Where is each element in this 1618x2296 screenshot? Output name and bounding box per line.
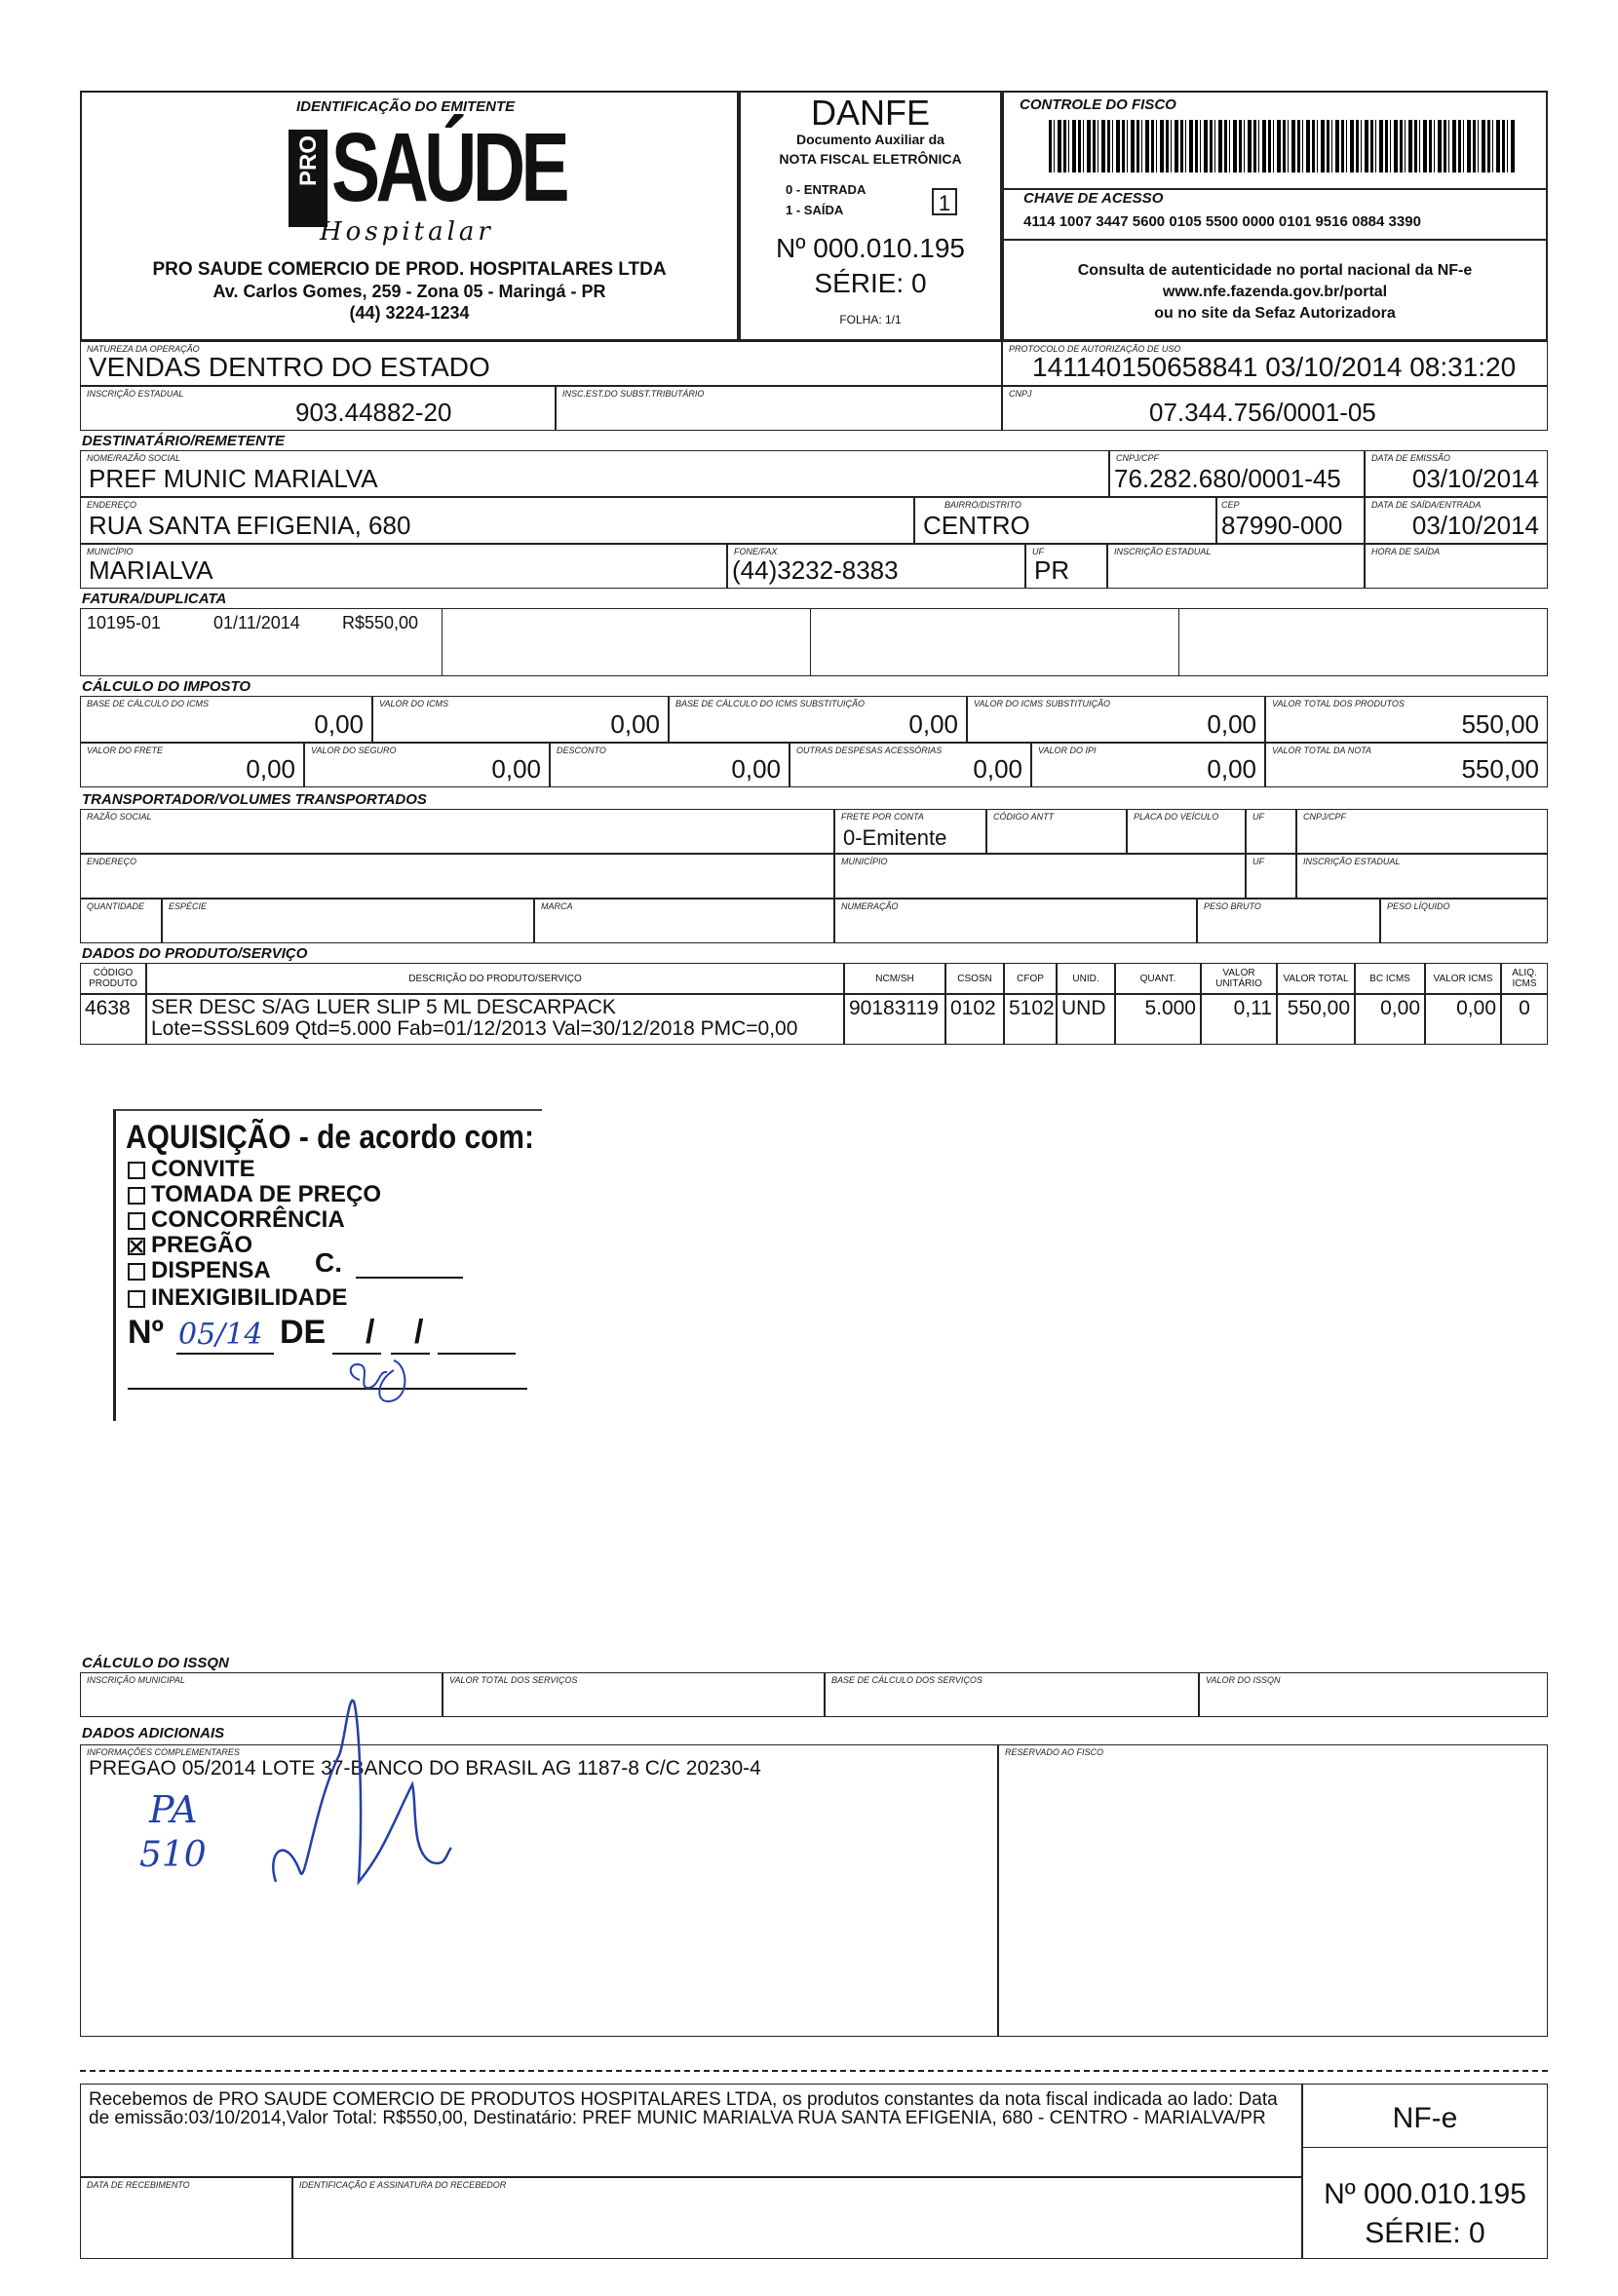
col-header-bc: BC ICMS (1355, 963, 1425, 994)
adicionais-reservado-cell (998, 1744, 1548, 2037)
transp-placa-cell (1127, 809, 1246, 854)
col-header-unitario: VALOR UNITÁRIO (1201, 963, 1277, 994)
consulta-line-3: ou no site da Sefaz Autorizadora (1154, 305, 1396, 322)
dest-cep-label: CEP (1221, 500, 1240, 510)
transp-frete-value: 0-Emitente (843, 825, 947, 850)
checkbox-inexigibilidade[interactable] (128, 1290, 145, 1308)
col-header-aliq: ALIQ. ICMS (1501, 963, 1548, 994)
prod-ncm: 90183119 (844, 994, 945, 1045)
imposto-label: VALOR DO ICMS (379, 699, 449, 708)
stamp-c-line (356, 1277, 463, 1279)
stamp-signature-line (128, 1388, 527, 1390)
dest-endereco-cell (80, 497, 914, 544)
ie-label: INSCRIÇÃO ESTADUAL (87, 389, 184, 399)
imposto-value: 550,00 (1461, 754, 1539, 784)
imposto-label: BASE DE CÁLCULO DO ICMS SUBSTITUIÇÃO (675, 699, 866, 708)
company-logo (289, 113, 566, 249)
imposto-row1-3 (967, 696, 1265, 743)
transp-uf2-cell (1246, 854, 1296, 899)
canhoto-data-label: DATA DE RECEBIMENTO (87, 2180, 190, 2190)
transp-frete-cell (834, 809, 986, 854)
adicionais-reservado-label: RESERVADO AO FISCO (1005, 1747, 1104, 1757)
imposto-value: 550,00 (1461, 709, 1539, 739)
transp-quantidade-cell (80, 899, 162, 943)
checkbox-dispensa[interactable] (128, 1263, 145, 1281)
fatura-divider-3 (1178, 609, 1179, 675)
dest-fone-cell (727, 544, 1025, 589)
imposto-value: 0,00 (314, 709, 364, 739)
transp-cnpj-cell (1296, 809, 1548, 854)
dest-endereco-value: RUA SANTA EFIGENIA, 680 (89, 511, 411, 540)
imposto-label: DESCONTO (557, 746, 606, 755)
col-header-icms: VALOR ICMS (1425, 963, 1501, 994)
dest-municipio-value: MARIALVA (89, 555, 213, 585)
transp-marca-label: MARCA (541, 901, 573, 911)
prod-aliq: 0 (1501, 994, 1548, 1045)
imposto-row2-5 (1265, 743, 1548, 787)
transp-ie-cell (1296, 854, 1548, 899)
imposto-value: 0,00 (246, 754, 295, 784)
imposto-value: 0,00 (973, 754, 1022, 784)
canhoto-data-cell (80, 2177, 292, 2259)
issqn-base-label: BASE DE CÁLCULO DOS SERVIÇOS (831, 1675, 982, 1685)
chave-label: CHAVE DE ACESSO (1023, 190, 1164, 207)
prod-codigo: 4638 (80, 994, 146, 1045)
issqn-valor-label: VALOR DO ISSQN (1206, 1675, 1281, 1685)
natureza-label: NATUREZA DA OPERAÇÃO (87, 344, 200, 354)
protocolo-cell (1002, 341, 1548, 386)
stamp-numero-prefix: Nº (128, 1314, 164, 1351)
transp-endereco-label: ENDEREÇO (87, 857, 137, 866)
option-pregao: PREGÃO (151, 1232, 253, 1258)
transp-uf2-label: UF (1252, 857, 1264, 866)
imposto-row2-3 (790, 743, 1031, 787)
dest-cnpj-cell (1109, 450, 1365, 497)
transp-razao-cell (80, 809, 834, 854)
canhoto-cut-line (80, 2070, 1548, 2072)
imposto-label: VALOR TOTAL DOS PRODUTOS (1272, 699, 1405, 708)
fatura-vencimento: 01/11/2014 (213, 613, 300, 632)
issqn-base-cell (825, 1672, 1199, 1717)
dest-nome-value: PREF MUNIC MARIALVA (89, 464, 378, 493)
col-header-quant: QUANT. (1115, 963, 1201, 994)
danfe-folha: FOLHA: 1/1 (839, 313, 902, 326)
ie-value: 903.44882-20 (295, 398, 452, 427)
checkbox-convite[interactable] (128, 1162, 145, 1179)
danfe-numero: Nº 000.010.195 (776, 233, 965, 263)
transp-antt-label: CÓDIGO ANTT (993, 812, 1055, 822)
option-dispensa: DISPENSA (151, 1257, 271, 1283)
imposto-label: OUTRAS DESPESAS ACESSÓRIAS (796, 746, 943, 755)
stamp-date-sep-1: / (366, 1314, 375, 1351)
prod-quant: 5.000 (1115, 994, 1201, 1045)
emitente-address: Av. Carlos Gomes, 259 - Zona 05 - Maringá - PR (212, 282, 606, 301)
transp-razao-label: RAZÃO SOCIAL (87, 812, 152, 822)
natureza-value: VENDAS DENTRO DO ESTADO (89, 352, 490, 382)
danfe-saida: 1 - SAÍDA (786, 203, 844, 217)
stamp-signature-scribble (340, 1341, 428, 1409)
protocolo-label: PROTOCOLO DE AUTORIZAÇÃO DE USO (1009, 344, 1181, 354)
col-header-cfop: CFOP (1004, 963, 1057, 994)
transp-quantidade-label: QUANTIDADE (87, 901, 145, 911)
option-inexigibilidade: INEXIGIBILIDADE (151, 1284, 348, 1311)
stamp-numero-line (176, 1353, 274, 1355)
consulta-divider (1004, 239, 1546, 241)
dest-hora-label: HORA DE SAÍDA (1371, 547, 1441, 556)
transp-ie-label: INSCRIÇÃO ESTADUAL (1303, 857, 1401, 866)
handwritten-510: 510 (139, 1835, 207, 1875)
issqn-valor-cell (1199, 1672, 1548, 1717)
transp-especie-label: ESPÉCIE (169, 901, 208, 911)
canhoto-nfe-cell (1302, 2084, 1548, 2259)
dest-fone-label: FONE/FAX (734, 547, 778, 556)
prod-descricao-line-2: Lote=SSSL609 Qtd=5.000 Fab=01/12/2013 Val=30/12/2018 PMC=0,00 (151, 1017, 798, 1040)
ie-st-label: INSC.EST.DO SUBST.TRIBUTÁRIO (562, 389, 705, 399)
emitente-box (80, 91, 739, 341)
issqn-total-label: VALOR TOTAL DOS SERVIÇOS (449, 1675, 578, 1685)
imposto-row1-4 (1265, 696, 1548, 743)
issqn-inscricao-label: INSCRIÇÃO MUNICIPAL (87, 1675, 185, 1685)
logo-main-text: SAÚDE (331, 113, 566, 222)
adicionais-info-label: INFORMAÇÕES COMPLEMENTARES (87, 1747, 240, 1757)
danfe-entrada: 0 - ENTRADA (786, 182, 867, 197)
transp-numeracao-cell (834, 899, 1197, 943)
produtos-section-label: DADOS DO PRODUTO/SERVIÇO (82, 945, 308, 962)
canhoto-nfe-divider (1303, 2147, 1547, 2148)
fatura-box (80, 608, 1548, 676)
transp-placa-label: PLACA DO VEÍCULO (1134, 812, 1219, 822)
prod-descricao-line-1: SER DESC S/AG LUER SLIP 5 ML DESCARPACK (151, 996, 616, 1018)
ie-cell (80, 386, 556, 431)
col-header-descricao: DESCRIÇÃO DO PRODUTO/SERVIÇO (146, 963, 844, 994)
transp-antt-cell (986, 809, 1127, 854)
cnpj-emit-value: 07.344.756/0001-05 (1149, 398, 1376, 427)
dest-saida-value: 03/10/2014 (1411, 511, 1539, 540)
dest-hora-cell (1365, 544, 1548, 589)
imposto-value: 0,00 (610, 709, 660, 739)
transp-numeracao-label: NUMERAÇÃO (841, 901, 899, 911)
imposto-value: 0,00 (731, 754, 781, 784)
imposto-value: 0,00 (1207, 709, 1256, 739)
fatura-divider-1 (442, 609, 443, 675)
consulta-line-2: www.nfe.fazenda.gov.br/portal (1162, 284, 1388, 300)
emitente-section-label: IDENTIFICAÇÃO DO EMITENTE (296, 98, 516, 115)
dest-endereco-label: ENDEREÇO (87, 500, 137, 510)
option-convite: CONVITE (151, 1156, 255, 1182)
adicionais-section-label: DADOS ADICIONAIS (82, 1725, 225, 1741)
transp-peso-liquido-cell (1380, 899, 1548, 943)
stamp-date-sep-2: / (414, 1314, 424, 1351)
prod-csosn: 0102 (945, 994, 1004, 1045)
dest-nome-label: NOME/RAZÃO SOCIAL (87, 453, 181, 463)
dest-ie-label: INSCRIÇÃO ESTADUAL (1114, 547, 1212, 556)
dest-emissao-cell (1365, 450, 1548, 497)
transp-endereco-cell (80, 854, 834, 899)
dest-municipio-cell (80, 544, 727, 589)
protocolo-value: 141140150658841 03/10/2014 08:31:20 (1032, 352, 1517, 382)
cnpj-emit-label: CNPJ (1009, 389, 1032, 399)
controle-fisco-label: CONTROLE DO FISCO (1020, 96, 1176, 113)
imposto-row2-2 (550, 743, 790, 787)
logo-pro-block (289, 130, 327, 227)
dest-municipio-label: MUNICÍPIO (87, 547, 134, 556)
chave-barcode (1049, 120, 1517, 172)
prod-total: 550,00 (1277, 994, 1355, 1045)
dest-fone-value: (44)3232-8383 (732, 555, 899, 585)
dest-cep-value: 87990-000 (1221, 511, 1343, 540)
imposto-label: VALOR TOTAL DA NOTA (1272, 746, 1372, 755)
fatura-numero: 10195-01 (87, 613, 162, 632)
dest-emissao-label: DATA DE EMISSÃO (1371, 453, 1450, 463)
imposto-row1-1 (372, 696, 669, 743)
danfe-tipo-box: 1 (932, 188, 957, 215)
consulta-line-1: Consulta de autenticidade no portal nacional da NF-e (1077, 262, 1473, 279)
checkbox-pregao[interactable] (128, 1238, 145, 1255)
natureza-cell (80, 341, 1002, 386)
dest-cnpj-value: 76.282.680/0001-45 (1114, 464, 1341, 493)
checkbox-tomada-preco[interactable] (128, 1187, 145, 1205)
dest-uf-value: PR (1034, 555, 1070, 585)
imposto-row1-2 (669, 696, 967, 743)
col-header-codigo: CÓDIGO PRODUTO (80, 963, 146, 994)
canhoto-numero: Nº 000.010.195 (1324, 2178, 1526, 2210)
ie-st-cell (556, 386, 1002, 431)
danfe-box (739, 91, 1002, 341)
prod-bc: 0,00 (1355, 994, 1425, 1045)
logo-sub-text: Hospitalar (320, 217, 494, 247)
handwritten-signature (247, 1687, 461, 1911)
danfe-subtitle-1: Documento Auxiliar da (796, 132, 944, 147)
adicionais-info-text: PREGAO 05/2014 LOTE 37-BANCO DO BRASIL AG 1187-8 C/C 20230-4 (89, 1757, 761, 1779)
transp-peso-liquido-label: PESO LÍQUIDO (1387, 901, 1450, 911)
dest-emissao-value: 03/10/2014 (1411, 464, 1539, 493)
col-header-total: VALOR TOTAL (1277, 963, 1355, 994)
transp-cnpj-label: CNPJ/CPF (1303, 812, 1347, 822)
transp-frete-label: FRETE POR CONTA (841, 812, 924, 822)
col-header-csosn: CSOSN (945, 963, 1004, 994)
imposto-value: 0,00 (908, 709, 958, 739)
imposto-value: 0,00 (1207, 754, 1256, 784)
imposto-value: 0,00 (491, 754, 541, 784)
dest-bairro-cell (914, 497, 1216, 544)
imposto-label: VALOR DO IPI (1038, 746, 1097, 755)
danfe-title: DANFE (810, 93, 930, 133)
transp-peso-bruto-cell (1197, 899, 1380, 943)
dest-uf-cell (1025, 544, 1107, 589)
canhoto-nfe: NF-e (1392, 2102, 1458, 2134)
transp-marca-cell (534, 899, 834, 943)
fatura-divider-2 (810, 609, 811, 675)
stamp-numero-handwritten: 05/14 (178, 1318, 263, 1352)
dest-cep-cell (1216, 497, 1365, 544)
logo-pro-text: PRO (294, 135, 322, 187)
emitente-phone: (44) 3224-1234 (349, 303, 470, 323)
stamp-date-line-3 (438, 1353, 516, 1355)
canhoto-texto: Recebemos de PRO SAUDE COMERCIO DE PRODUTOS HOSPITALARES LTDA, os produtos constantes da nota fiscal indicada ao lado: Data de emissão:03/10/2014,Valor Total: R$550,00, Destinatário: PREF MUNIC MARIALVA RUA SANTA EFIGENIA, 680 - CENTRO - MARIALVA/PR (89, 2089, 1278, 2128)
prod-descricao (146, 994, 844, 1045)
imposto-row1-0 (80, 696, 372, 743)
dest-bairro-label: BAIRRO/DISTRITO (944, 500, 1021, 510)
fatura-section-label: FATURA/DUPLICATA (82, 591, 227, 607)
stamp-c-label: C. (315, 1247, 342, 1278)
checkbox-concorrencia[interactable] (128, 1212, 145, 1230)
transportador-section-label: TRANSPORTADOR/VOLUMES TRANSPORTADOS (82, 791, 427, 808)
prod-unid: UND (1057, 994, 1115, 1045)
prod-icms: 0,00 (1425, 994, 1501, 1045)
imposto-row2-0 (80, 743, 304, 787)
check-x-icon (130, 1240, 143, 1253)
transp-municipio-cell (834, 854, 1246, 899)
stamp-de-label: DE (280, 1314, 327, 1351)
dest-ie-cell (1107, 544, 1365, 589)
option-concorrencia: CONCORRÊNCIA (151, 1206, 345, 1233)
dest-cnpj-label: CNPJ/CPF (1116, 453, 1160, 463)
imposto-label: VALOR DO ICMS SUBSTITUIÇÃO (974, 699, 1111, 708)
issqn-total-cell (443, 1672, 825, 1717)
col-header-ncm: NCM/SH (844, 963, 945, 994)
danfe-subtitle-2: NOTA FISCAL ELETRÔNICA (779, 151, 962, 167)
destinatario-section-label: DESTINATÁRIO/REMETENTE (82, 433, 286, 449)
prod-cfop: 5102 (1004, 994, 1057, 1045)
fisco-box (1002, 91, 1548, 341)
aquisicao-stamp (113, 1109, 542, 1421)
chave-acesso: 4114 1007 3447 5600 0105 5500 0000 0101 9516 0884 3390 (1023, 213, 1421, 230)
option-tomada-preco: TOMADA DE PREÇO (151, 1181, 382, 1207)
cnpj-emit-cell (1002, 386, 1548, 431)
transp-uf-cell (1246, 809, 1296, 854)
dest-saida-cell (1365, 497, 1548, 544)
imposto-section-label: CÁLCULO DO IMPOSTO (82, 678, 251, 695)
transp-peso-bruto-label: PESO BRUTO (1204, 901, 1261, 911)
adicionais-info-cell (80, 1744, 998, 2037)
prod-unitario: 0,11 (1201, 994, 1277, 1045)
transp-municipio-label: MUNICÍPIO (841, 857, 888, 866)
dest-saida-label: DATA DE SAÍDA/ENTRADA (1371, 500, 1482, 510)
emitente-company-name: PRO SAUDE COMERCIO DE PROD. HOSPITALARES LTDA (152, 259, 667, 280)
imposto-label: BASE DE CÁLCULO DO ICMS (87, 699, 210, 708)
imposto-row2-4 (1031, 743, 1265, 787)
fatura-valor: R$550,00 (342, 613, 419, 632)
canhoto-assinatura-cell (292, 2177, 1302, 2259)
dest-nome-cell (80, 450, 1109, 497)
handwritten-pa: PA (149, 1788, 198, 1831)
canhoto-serie: SÉRIE: 0 (1365, 2217, 1485, 2249)
transp-uf-label: UF (1252, 812, 1264, 822)
stamp-title: AQUISIÇÃO - de acordo com: (126, 1119, 534, 1156)
issqn-section-label: CÁLCULO DO ISSQN (82, 1655, 229, 1671)
dest-bairro-value: CENTRO (923, 511, 1030, 540)
canhoto-texto-cell (80, 2084, 1302, 2177)
imposto-row2-1 (304, 743, 550, 787)
dest-uf-label: UF (1032, 547, 1044, 556)
imposto-label: VALOR DO FRETE (87, 746, 164, 755)
col-header-unid: UNID. (1057, 963, 1115, 994)
imposto-label: VALOR DO SEGURO (311, 746, 397, 755)
transp-especie-cell (162, 899, 534, 943)
danfe-serie: SÉRIE: 0 (814, 268, 927, 298)
canhoto-assinatura-label: IDENTIFICAÇÃO E ASSINATURA DO RECEBEDOR (299, 2180, 507, 2190)
